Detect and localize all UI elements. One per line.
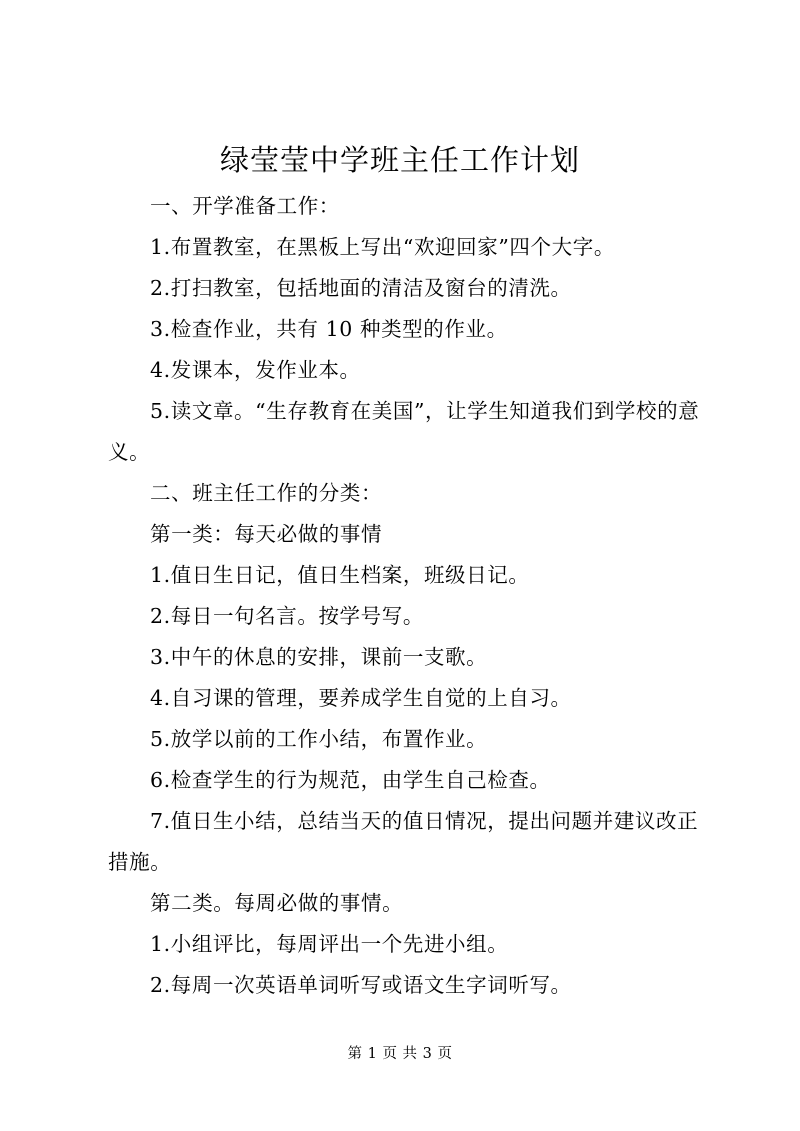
paragraph: 6.检查学生的行为规范，由学生自己检查。	[150, 768, 551, 792]
subsection-heading: 第一类：每天必做的事情	[150, 522, 383, 546]
paragraph: 1.小组评比，每周评出一个先进小组。	[150, 932, 509, 956]
paragraph: 3.中午的休息的安排，课前一支歌。	[150, 645, 488, 669]
paragraph: 7.值日生小结，总结当天的值日情况，提出问题并建议改正措施。	[108, 809, 699, 874]
section-heading: 二、班主任工作的分类：	[150, 481, 383, 505]
paragraph: 5.读文章。“生存教育在美国”，让学生知道我们到学校的意义。	[108, 399, 700, 464]
document-title: 绿莹莹中学班主任工作计划	[219, 143, 580, 177]
paragraph: 2.每周一次英语单词听写或语文生字词听写。	[150, 973, 572, 997]
document-body	[108, 186, 708, 1006]
subsection-heading: 第二类。每周必做的事情。	[150, 891, 404, 915]
paragraph: 4.发课本，发作业本。	[150, 358, 361, 382]
section-heading: 一、开学准备工作：	[150, 194, 340, 218]
paragraph: 4.自习课的管理，要养成学生自觉的上自习。	[150, 686, 572, 710]
paragraph: 5.放学以前的工作小结，布置作业。	[150, 727, 488, 751]
page-footer: 第 1 页 共 3 页	[347, 1046, 453, 1062]
paragraph: 1.布置教室，在黑板上写出“欢迎回家”四个大字。	[150, 235, 615, 259]
paragraph: 3.检查作业，共有 10 种类型的作业。	[150, 317, 508, 341]
paragraph: 2.打扫教室，包括地面的清洁及窗台的清洗。	[150, 276, 572, 300]
paragraph: 2.每日一句名言。按学号写。	[150, 604, 424, 628]
paragraph: 1.值日生日记，值日生档案，班级日记。	[150, 563, 530, 587]
